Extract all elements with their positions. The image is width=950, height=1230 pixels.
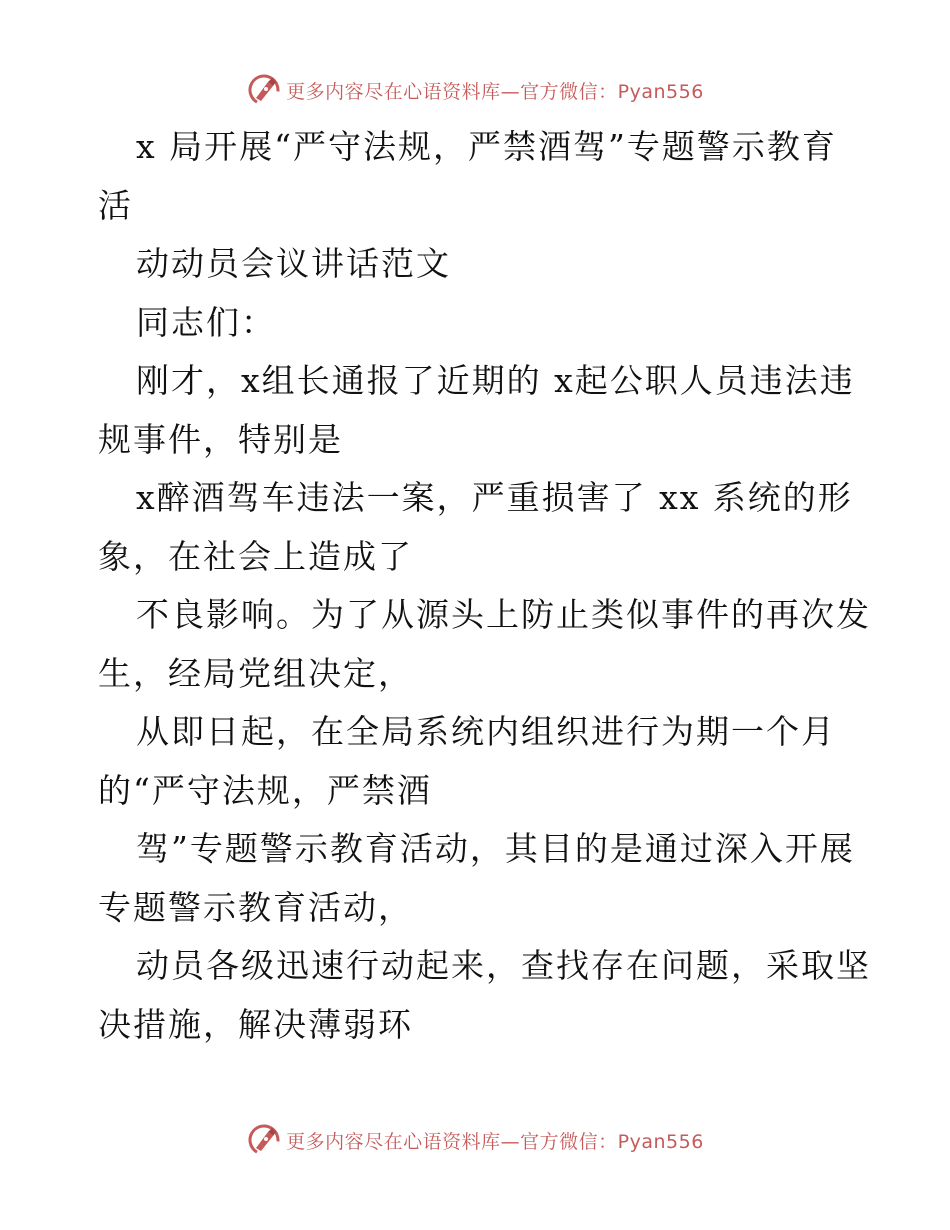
text-line: x 局开展“严守法规，严禁酒驾”专题警示教育 [136, 127, 837, 166]
header-banner-text: 更多内容尽在心语资料库—官方微信：Pyan556 [286, 80, 704, 103]
text-line: 活 [98, 185, 133, 225]
text-line: 决措施，解决薄弱环 [98, 1004, 413, 1044]
text-line: 专题警示教育活动， [98, 887, 413, 927]
pen-nib-circle-logo-icon [246, 1122, 282, 1158]
text-line: 同志们： [136, 302, 276, 342]
text-line: 动动员会议讲话范文 [136, 244, 451, 283]
text-line: 象，在社会上造成了 [98, 536, 413, 576]
text-line: 驾”专题警示教育活动，其目的是通过深入开展 [136, 829, 855, 868]
header-banner [0, 70, 950, 110]
text-line: 动员各级迅速行动起来，查找存在问题，采取坚 [136, 946, 871, 985]
text-line: 的“严守法规，严禁酒 [98, 770, 432, 810]
text-line: 规事件，特别是 [98, 419, 343, 459]
text-line: 刚才，x组长通报了近期的 x起公职人员违法违 [136, 361, 855, 400]
text-line: 不良影响。为了从源头上防止类似事件的再次发 [136, 595, 871, 634]
text-line: 从即日起，在全局系统内组织进行为期一个月 [136, 712, 836, 751]
footer-banner [0, 1120, 950, 1160]
pen-nib-circle-logo-icon [246, 72, 282, 108]
text-line: x醉酒驾车违法一案，严重损害了 xx 系统的形 [136, 478, 853, 517]
text-line: 生，经局党组决定， [98, 653, 413, 693]
document-body [98, 118, 871, 1054]
footer-banner-text: 更多内容尽在心语资料库—官方微信：Pyan556 [286, 1130, 704, 1153]
